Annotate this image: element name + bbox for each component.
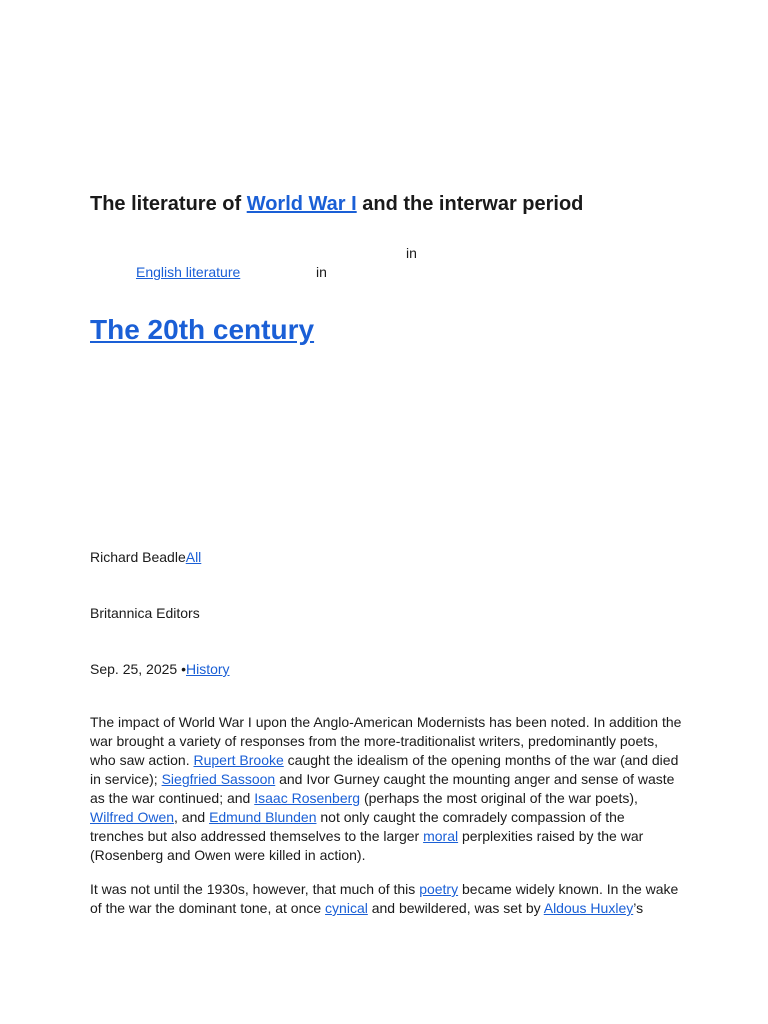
paragraph-2 xyxy=(90,880,682,918)
paragraph-1 xyxy=(90,713,682,865)
byline-editors: Britannica Editors xyxy=(90,605,200,621)
all-contributors-link[interactable]: All xyxy=(185,549,202,565)
link-siegfried-sassoon[interactable]: Siegfried Sassoon xyxy=(161,771,276,787)
paragraph-text: It was not until the 1930s, however, that much of this xyxy=(90,881,420,897)
article-title-suffix: and the interwar period xyxy=(356,193,584,215)
article-body xyxy=(90,713,682,933)
publish-date: Sep. 25, 2025 • xyxy=(90,661,186,677)
paragraph-text: became widely known. In the wake of the war the dominant tone, at once xyxy=(90,881,679,916)
history-category-link[interactable]: History xyxy=(185,661,230,677)
paragraph-text: (perhaps the most original of the war poets), xyxy=(360,790,638,806)
link-edmund-blunden[interactable]: Edmund Blunden xyxy=(209,809,317,825)
link-rupert-brooke[interactable]: Rupert Brooke xyxy=(193,752,284,768)
article-title-prefix: The literature of xyxy=(90,193,247,215)
world-war-i-link[interactable]: World War I xyxy=(246,193,357,215)
english-literature-link[interactable]: English literature xyxy=(136,264,241,280)
link-wilfred-owen[interactable]: Wilfred Owen xyxy=(90,809,175,825)
paragraph-text: not only caught the comradely compassion of the trenches but also addressed themselves to the larger xyxy=(90,809,625,844)
paragraph-text: , and xyxy=(174,809,210,825)
breadcrumb-in-label-2: in xyxy=(316,264,327,280)
paragraph-text: ’s xyxy=(633,900,644,916)
paragraph-text: and Ivor Gurney caught the mounting anger and sense of waste as the war continued; and xyxy=(90,771,675,806)
paragraph-text: perplexities raised by the war (Rosenberg and Owen were killed in action). xyxy=(90,828,644,863)
link-poetry[interactable]: poetry xyxy=(419,881,459,897)
link-moral[interactable]: moral xyxy=(423,828,459,844)
paragraph-text: and bewildered, was set by xyxy=(367,900,544,916)
section-title xyxy=(90,312,314,348)
author-name: Richard Beadle xyxy=(90,549,186,565)
link-isaac-rosenberg[interactable]: Isaac Rosenberg xyxy=(254,790,361,806)
byline-author xyxy=(90,548,201,566)
paragraph-text: The impact of World War I upon the Anglo-American Modernists has been noted. In addition the war brought a variety of responses from the more-traditionalist writers, predominantly poets, who saw action. xyxy=(90,714,682,768)
link-cynical[interactable]: cynical xyxy=(325,900,368,916)
article-title xyxy=(90,191,730,217)
the-20th-century-link[interactable]: The 20th century xyxy=(90,314,315,345)
paragraph-text: caught the idealism of the opening months of the war (and died in service); xyxy=(90,752,679,787)
breadcrumb-in-label: in xyxy=(406,245,417,261)
byline-date xyxy=(90,660,230,678)
link-aldous-huxley[interactable]: Aldous Huxley xyxy=(543,900,634,916)
